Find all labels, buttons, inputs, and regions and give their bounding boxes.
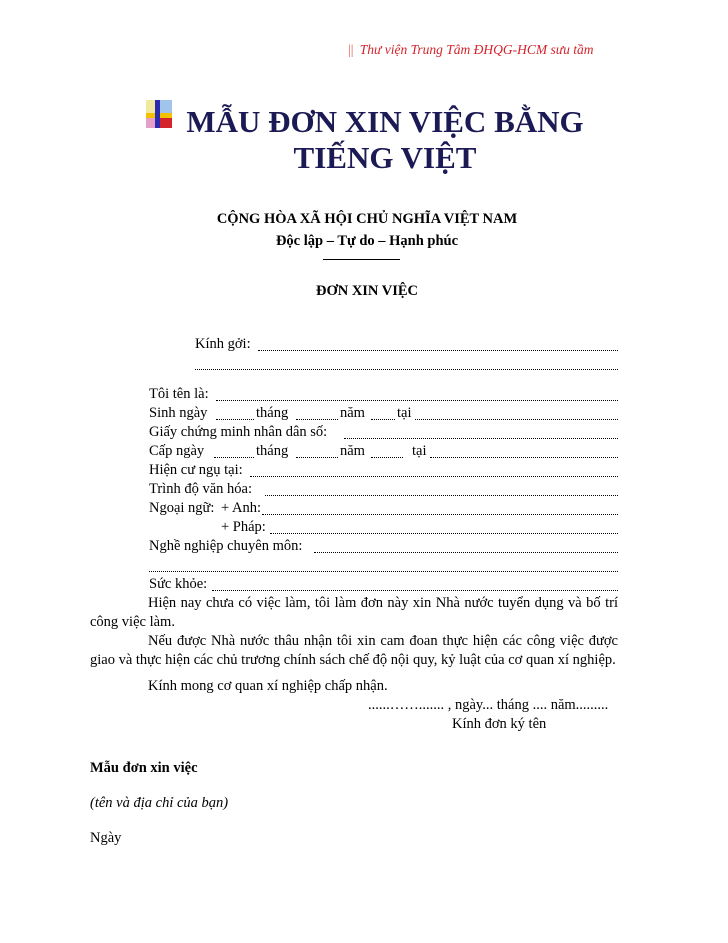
english-label: + Anh: [221, 500, 262, 516]
french-label: + Pháp: [221, 519, 266, 535]
issued-day-label: Cấp ngày [149, 443, 205, 459]
dob-month-label: tháng [256, 405, 289, 421]
section2-title: Mẫu đơn xin việc [90, 760, 198, 776]
profession-label: Nghề nghiệp chuyên môn: [149, 538, 303, 554]
library-credit-text: Thư viện Trung Tâm ĐHQG-HCM sưu tầm [359, 42, 594, 57]
french-field[interactable] [270, 521, 618, 534]
signature-label: Kính đơn ký tên [452, 716, 547, 732]
profession-field-2[interactable] [149, 559, 618, 572]
issued-place-label: tại [412, 443, 427, 459]
profession-field[interactable] [314, 540, 618, 553]
issued-month-field[interactable] [296, 445, 338, 458]
signature-date-line: ......……....... , ngày... tháng .... năm......... [368, 697, 609, 713]
dob-day-field[interactable] [216, 407, 254, 420]
health-field[interactable] [212, 578, 618, 591]
health-label: Sức khỏe: [149, 576, 208, 592]
residence-field[interactable] [250, 464, 618, 477]
residence-label: Hiện cư ngụ tại: [149, 462, 243, 478]
issued-year-label: năm [340, 443, 365, 459]
dob-day-label: Sinh ngày [149, 405, 208, 421]
nation-motto: Độc lập – Tự do – Hạnh phúc [275, 233, 459, 249]
national-header [200, 208, 534, 252]
id-card-label: Giấy chứng minh nhân dân số: [149, 424, 328, 440]
english-field[interactable] [262, 502, 618, 515]
dob-place-label: tại [397, 405, 412, 421]
id-card-field[interactable] [344, 426, 618, 439]
date-label: Ngày [90, 830, 122, 846]
paragraph-job-request: Hiện nay chưa có việc làm, tôi làm đơn này xin Nhà nước tuyển dụng và bố trí công việc làm. [90, 595, 618, 630]
dob-year-label: năm [340, 405, 365, 421]
dob-year-field[interactable] [371, 407, 395, 420]
address-hint: (tên và địa chỉ của bạn) [90, 795, 229, 811]
issued-month-label: tháng [256, 443, 289, 459]
dob-place-field[interactable] [415, 407, 618, 420]
library-credit [348, 42, 594, 58]
recipient-line-1[interactable] [258, 338, 618, 351]
paragraph-closing: Kính mong cơ quan xí nghiệp chấp nhận. [148, 678, 388, 694]
form-title: ĐƠN XIN VIỆC [315, 283, 419, 299]
name-field[interactable] [216, 388, 618, 401]
culture-label: Trình độ văn hóa: [149, 481, 252, 497]
language-label: Ngoại ngữ: [149, 500, 215, 516]
issued-year-field[interactable] [371, 445, 403, 458]
recipient-line-2[interactable] [195, 357, 618, 370]
nation-name: CỘNG HÒA XÃ HỘI CHỦ NGHĨA VIỆT NAM [216, 211, 518, 227]
name-label: Tôi tên là: [149, 386, 209, 402]
paragraph-commitment: Nếu được Nhà nước thâu nhận tôi xin cam đoan thực hiện các công việc được giao và thực hiện các chủ trương chính sách chế độ nội quy, kỷ luật của cơ quan xí nghiệp. [90, 633, 618, 668]
motto-underline [323, 259, 400, 260]
culture-field[interactable] [265, 483, 618, 496]
header-mark: || [348, 42, 357, 57]
issued-place-field[interactable] [430, 445, 618, 458]
issued-day-field[interactable] [214, 445, 254, 458]
dob-month-field[interactable] [296, 407, 338, 420]
recipient-label: Kính gởi: [195, 336, 251, 352]
document-title: MẪU ĐƠN XIN VIỆC BẰNG TIẾNG VIỆT [186, 104, 584, 175]
